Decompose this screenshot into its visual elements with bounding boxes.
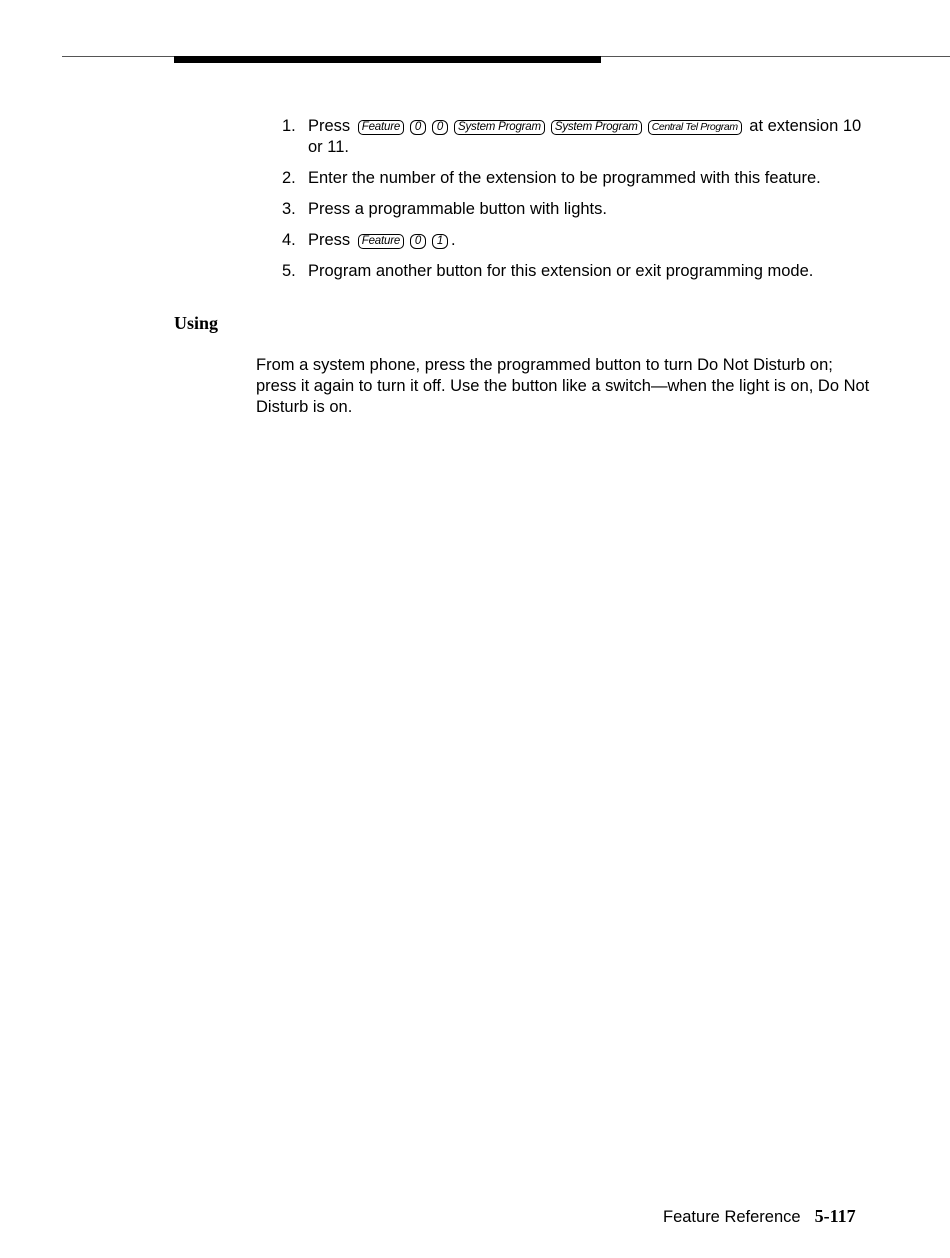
step-1 <box>256 116 876 158</box>
step-2 <box>256 168 876 189</box>
step-text: Press <box>308 231 351 249</box>
step-text: Press a programmable button with lights. <box>308 200 607 218</box>
page-footer <box>663 1206 856 1227</box>
key-digit-0: 0 <box>410 120 426 135</box>
step-text: Enter the number of the extension to be programmed with this feature. <box>308 169 821 187</box>
step-3 <box>256 199 876 220</box>
step-number: 2. <box>282 169 296 187</box>
section-paragraph: From a system phone, press the programmed button to turn Do Not Disturb on; press it again to turn it off. Use the button like a switch—when the light is on, Do Not Disturb is on. <box>256 356 870 416</box>
key-digit-0: 0 <box>432 120 448 135</box>
key-system-program: System Program <box>551 120 642 135</box>
step-5 <box>256 261 876 282</box>
step-number: 1. <box>282 117 296 135</box>
step-number: 4. <box>282 231 296 249</box>
header-bar <box>174 56 601 63</box>
footer-title: Feature Reference <box>663 1208 801 1226</box>
step-text: at extension 10 or 11. <box>308 117 862 156</box>
step-number: 3. <box>282 200 296 218</box>
step-number: 5. <box>282 262 296 280</box>
step-text: Press <box>308 117 351 135</box>
step-4 <box>256 230 876 251</box>
page-number: 5-117 <box>814 1206 856 1226</box>
key-central-tel-program: Central Tel Program <box>648 120 742 135</box>
key-system-program: System Program <box>454 120 545 135</box>
key-feature: Feature <box>358 120 404 135</box>
step-text: Program another button for this extension or exit programming mode. <box>308 262 814 280</box>
key-feature: Feature <box>358 234 404 249</box>
key-digit-1: 1 <box>432 234 448 249</box>
step-text: . <box>451 231 456 249</box>
procedure-steps <box>256 116 876 292</box>
key-digit-0: 0 <box>410 234 426 249</box>
section-heading: Using <box>174 313 219 333</box>
